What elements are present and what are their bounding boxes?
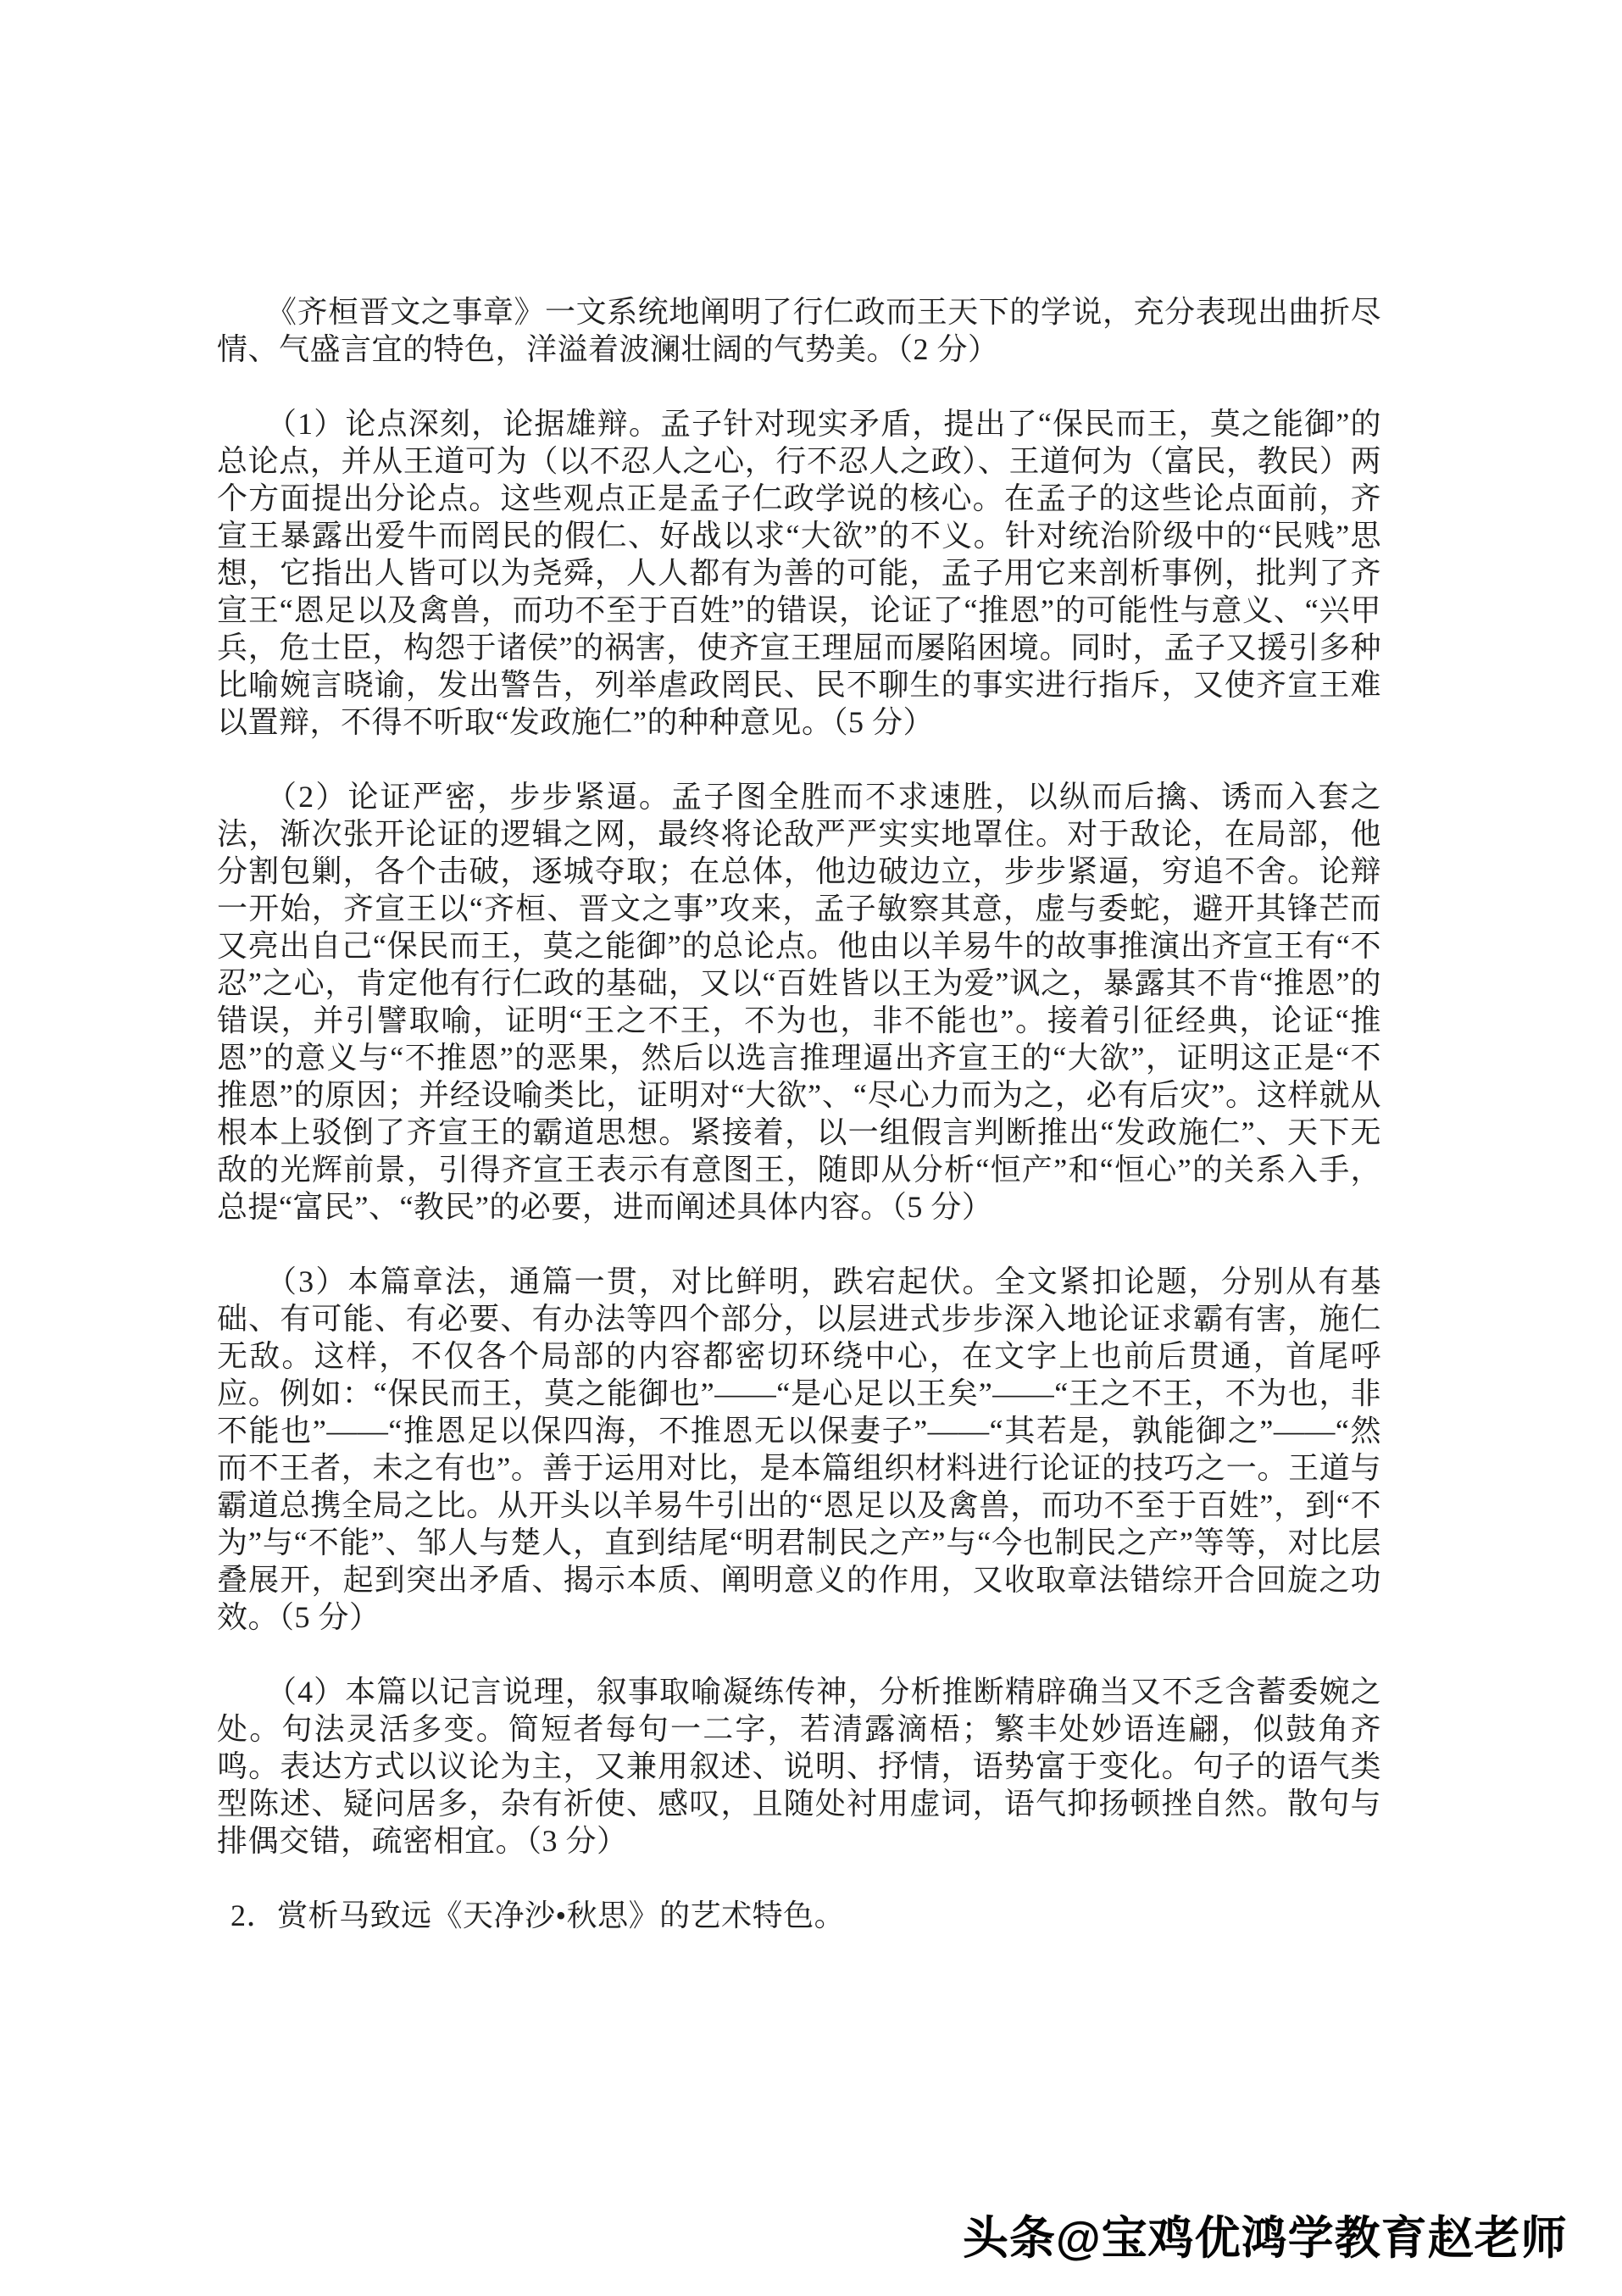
point-1-paragraph: （1）论点深刻，论据雄辩。孟子针对现实矛盾，提出了“保民而王，莫之能御”的总论点，并从王道可为（以不忍人之心，行不忍人之政）、王道何为（富民，教民）两个方面提出分论点。这些观点正是孟子仁政学说的核心。在孟子的这些论点面前，齐宣王暴露出爱牛而罔民的假仁、好战以求“大欲”的不义。针对统治阶级中的“民贱”思想，它指出人皆可以为尧舜，人人都有为善的可能，孟子用它来剖析事例，批判了齐宣王“恩足以及禽兽，而功不至于百姓”的错误，论证了“推恩”的可能性与意义、“兴甲兵，危士臣，构怨于诸侯”的祸害，使齐宣王理屈而屡陷困境。同时，孟子又援引多种比喻婉言晓谕，发出警告，列举虐政罔民、民不聊生的事实进行指斥，又使齐宣王难以置辩，不得不听取“发政施仁”的种种意见。（5 分） (217, 407, 1381, 739)
watermark-text: 头条@宝鸡优鸿学教育赵老师 (963, 2213, 1568, 2264)
document-text-block (217, 293, 1381, 1971)
intro-paragraph: 《齐桓晋文之事章》一文系统地阐明了行仁政而王天下的学说，充分表现出曲折尽情、气盛言宜的特色，洋溢着波澜壮阔的气势美。（2 分） (217, 295, 1381, 366)
point-4-paragraph: （4）本篇以记言说理，叙事取喻凝练传神，分析推断精辟确当又不乏含蓄委婉之处。句法灵活多变。简短者每句一二字，若清露滴梧；繁丰处妙语连翩，似鼓角齐鸣。表达方式以议论为主，又兼用叙述、说明、抒情，语势富于变化。句子的语气类型陈述、疑问居多，杂有祈使、感叹，且随处衬用虚词，语气抑扬顿挫自然。散句与排偶交错，疏密相宜。（3 分） (217, 1675, 1381, 1858)
point-2-paragraph: （2）论证严密，步步紧逼。孟子图全胜而不求速胜，以纵而后擒、诱而入套之法，渐次张开论证的逻辑之网，最终将论敌严严实实地罩住。对于敌论，在局部，他分割包剿，各个击破，逐城夺取；在总体，他边破边立，步步紧逼，穷追不舍。论辩一开始，齐宣王以“齐桓、晋文之事”攻来，孟子敏察其意，虚与委蛇，避开其锋芒而又亮出自己“保民而王，莫之能御”的总论点。他由以羊易牛的故事推演出齐宣王有“不忍”之心，肯定他有行仁政的基础，又以“百姓皆以王为爱”讽之，暴露其不肯“推恩”的错误，并引譬取喻，证明“王之不王，不为也，非不能也”。接着引征经典，论证“推恩”的意义与“不推恩”的恶果，然后以选言推理逼出齐宣王的“大欲”，证明这正是“不推恩”的原因；并经设喻类比，证明对“大欲”、“尽心力而为之，必有后灾”。这样就从根本上驳倒了齐宣王的霸道思想。紧接着，以一组假言判断推出“发政施仁”、天下无敌的光辉前景，引得齐宣王表示有意图王，随即从分析“恒产”和“恒心”的关系入手，总提“富民”、“教民”的必要，进而阐述具体内容。（5 分） (217, 780, 1381, 1224)
point-3-paragraph: （3）本篇章法，通篇一贯，对比鲜明，跌宕起伏。全文紧扣论题，分别从有基础、有可能、有必要、有办法等四个部分，以层进式步步深入地论证求霸有害，施仁无敌。这样，不仅各个局部的内容都密切环绕中心，在文字上也前后贯通，首尾呼应。例如：“保民而王，莫之能御也”——“是心足以王矣”——“王之不王，不为也，非不能也”——“推恩足以保四海，不推恩无以保妻子”——“其若是，孰能御之”——“然而不王者，未之有也”。善于运用对比，是本篇组织材料进行论证的技巧之一。王道与霸道总携全局之比。从开头以羊易牛引出的“恩足以及禽兽，而功不至于百姓”，到“不为”与“不能”、邹人与楚人，直到结尾“明君制民之产”与“今也制民之产”等等，对比层叠展开，起到突出矛盾、揭示本质、阐明意义的作用，又收取章法错综开合回旋之功效。（5 分） (217, 1265, 1381, 1634)
question-2-line: 2．赏析马致远《天净沙•秋思》的艺术特色。 (231, 1899, 846, 1932)
